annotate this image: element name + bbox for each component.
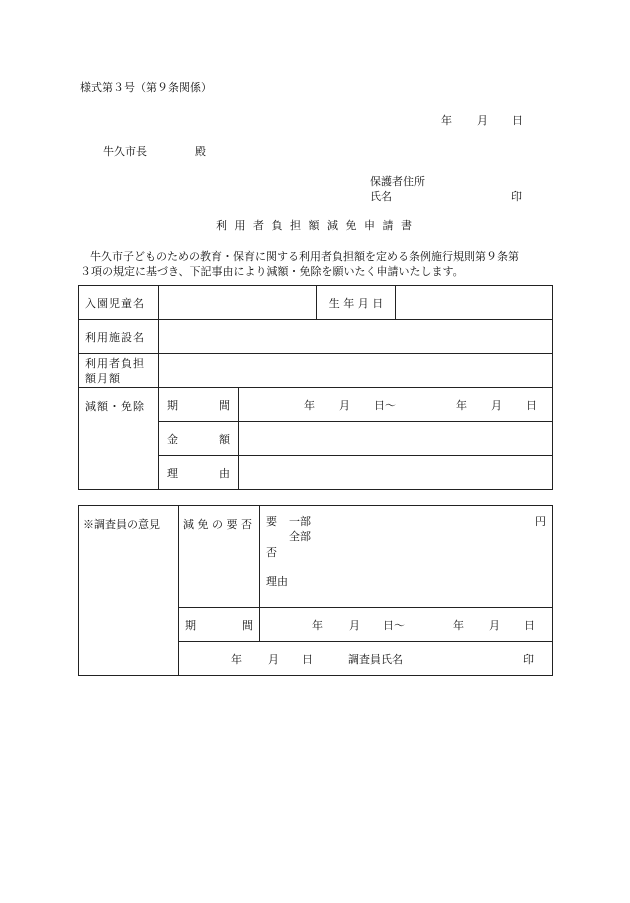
- reduction-label: 減額・免除: [85, 400, 145, 413]
- period-to-year: 年: [456, 398, 467, 412]
- investigator-opinion-label: ※調査員の意見: [83, 518, 160, 531]
- investigator-name-label: 調査員氏名: [348, 652, 403, 666]
- partial-option: 一部: [289, 515, 311, 528]
- investigator-table: [78, 505, 553, 676]
- reason-label-a: 理: [167, 466, 178, 480]
- period-to-month: 月: [491, 398, 502, 412]
- required-option: 要: [266, 515, 277, 528]
- date-month: 月: [477, 114, 488, 127]
- sign-date-day: 日: [302, 652, 313, 666]
- period-to-day: 日: [526, 398, 537, 412]
- application-table: [78, 285, 553, 490]
- date-year: 年: [441, 114, 452, 127]
- honorific: 殿: [195, 145, 206, 158]
- investigator-seal: 印: [523, 652, 534, 666]
- period-from-month: 月: [339, 398, 350, 412]
- body-text-line1: 牛久市子どものための教育・保育に関する利用者負担額を定める条例施行規則第９条第: [90, 250, 519, 263]
- period-field[interactable]: [239, 388, 553, 422]
- reason-label: 理由: [266, 575, 288, 588]
- period-from-year: 年: [304, 398, 315, 412]
- period2-from-day: 日～: [383, 618, 405, 632]
- reason-label-cell: [159, 456, 239, 490]
- date-day: 日: [512, 114, 523, 127]
- period2-to-month: 月: [489, 618, 500, 632]
- facility-label: 利用施設名: [85, 330, 145, 344]
- child-name-field[interactable]: [159, 286, 317, 320]
- signature-row[interactable]: [179, 642, 553, 676]
- fee-label-line2: 額月額: [85, 371, 121, 385]
- child-name-label: 入園児童名: [85, 296, 145, 310]
- period2-from-year: 年: [312, 618, 323, 632]
- body-text-line2: ３項の規定に基づき、下記事由により減額・免除を願いたく申請いたします。: [80, 265, 464, 278]
- amount-field[interactable]: [239, 422, 553, 456]
- guardian-address-label: 保護者住所: [370, 175, 425, 188]
- full-option: 全部: [289, 530, 311, 543]
- reduction-label-cell: [79, 388, 159, 490]
- necessity-field[interactable]: [260, 506, 553, 608]
- form-number: 様式第３号（第９条関係）: [80, 81, 212, 94]
- period-label-2b: 間: [242, 618, 253, 632]
- period-label-b: 間: [219, 398, 230, 412]
- period2-to-day: 日: [524, 618, 535, 632]
- reason-label-b: 由: [219, 466, 230, 480]
- period-label-a: 期: [167, 398, 178, 412]
- birthdate-label: 生 年 月 日: [328, 296, 384, 310]
- period2-to-year: 年: [453, 618, 464, 632]
- fee-label-cell: [79, 354, 159, 388]
- sign-date-year: 年: [231, 652, 242, 666]
- period-label-2a: 期: [185, 618, 196, 632]
- addressee: 牛久市長: [103, 145, 147, 158]
- amount-label-b: 額: [219, 432, 230, 446]
- seal-mark: 印: [511, 190, 522, 203]
- not-required-option: 否: [266, 546, 277, 559]
- document-title: 利 用 者 負 担 額 減 免 申 請 書: [216, 219, 414, 232]
- facility-field[interactable]: [159, 320, 553, 354]
- period2-from-month: 月: [349, 618, 360, 632]
- birthdate-field[interactable]: [396, 286, 553, 320]
- name-label: 氏名: [370, 190, 392, 203]
- birthdate-label-cell: [317, 286, 396, 320]
- period-field-2[interactable]: [260, 608, 553, 642]
- period-label-cell-2: [179, 608, 260, 642]
- yen-unit: 円: [535, 515, 546, 528]
- child-name-label-cell: [79, 286, 159, 320]
- necessity-label: 減 免 の 要 否: [183, 518, 252, 531]
- period-label-cell: [159, 388, 239, 422]
- period-from-day: 日～: [374, 398, 396, 412]
- reason-field[interactable]: [239, 456, 553, 490]
- facility-label-cell: [79, 320, 159, 354]
- sign-date-month: 月: [268, 652, 279, 666]
- fee-label-line1: 利用者負担: [85, 356, 145, 370]
- amount-label-a: 金: [167, 432, 178, 446]
- fee-field[interactable]: [159, 354, 553, 388]
- amount-label-cell: [159, 422, 239, 456]
- investigator-opinion-label-cell: [79, 506, 179, 676]
- necessity-label-cell: [179, 506, 260, 608]
